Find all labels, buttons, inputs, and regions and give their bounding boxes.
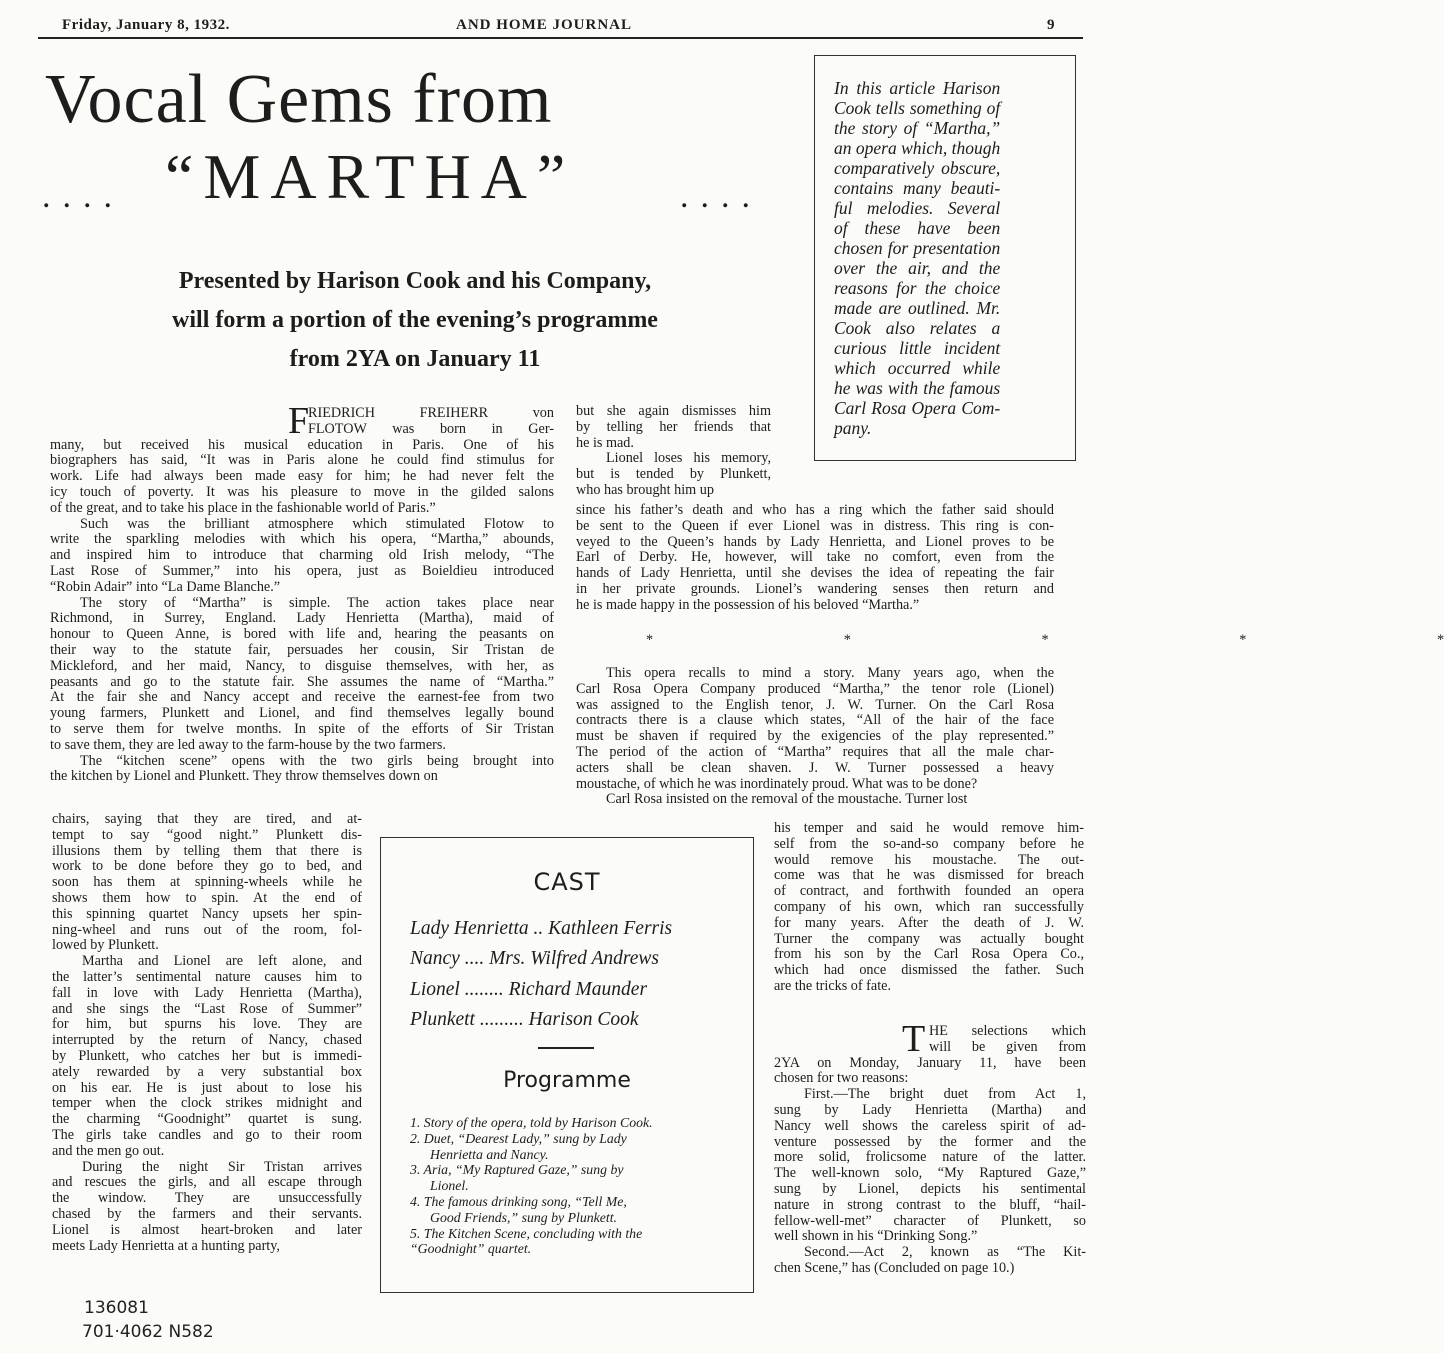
programme-item: “Goodnight” quartet. (410, 1241, 532, 1257)
text-line: moustache, of which he was inordinately proud. What was to be done? (576, 775, 978, 792)
text-line: Turner the company was actually bought (774, 930, 1084, 947)
text-line: will be given from (929, 1038, 1086, 1055)
text-line: who has brought him up (576, 481, 714, 498)
text-line: the story of “Martha,” (834, 118, 1001, 138)
text-line: to save them, they are led away to the farm-house by the two farmers. (50, 736, 446, 753)
headline-martha: “MARTHA” (165, 141, 576, 212)
text-line: interrupted by the return of Nancy, chased (52, 1032, 362, 1049)
text-line: contracts there is a clause which states, “All of the hair of the face (576, 712, 1054, 729)
text-line: over the air, and the (834, 258, 1001, 278)
programme-item: 4. The famous drinking song, “Tell Me, (410, 1193, 627, 1209)
text-line: was assigned to the English tenor, J. W. Turner. On the Carl Rosa (576, 696, 1054, 713)
text-line: Carl Rosa Opera Company produced “Martha,” the tenor role (Lionel) (576, 680, 1054, 697)
text-line: the window. They are unsuccessfully (52, 1190, 362, 1207)
text-line: nature in strong contrast to the bluff, “hail- (774, 1196, 1086, 1213)
text-line: Such was the brilliant atmosphere which stimulated Flotow to (80, 515, 554, 532)
text-line: biographers has said, “It was in Paris alone he could find stimulus for (50, 452, 554, 469)
text-line: veyed to the Queen’s hands by Lady Henrietta, and Lionel proves to be (576, 533, 1054, 550)
text-line: write the sparkling melodies with which his opera, “Martha,” abounds, (50, 531, 554, 548)
text-line: reasons for the choice (834, 278, 1001, 298)
headline-dots-right: .... (680, 178, 762, 215)
text-line: since his father’s death and who has a ring which the father said should (576, 502, 1054, 518)
header-rule (38, 37, 1083, 39)
text-line: venture possessed by the former and the (774, 1133, 1086, 1150)
text-line: Carl Rosa insisted on the removal of the moustache. Turner lost (606, 791, 968, 808)
cast-divider (538, 1047, 594, 1049)
text-line: chen Scene,” has (Concluded on page 10.) (774, 1259, 1015, 1276)
text-line: made are outlined. Mr. (834, 298, 1001, 318)
text-line: but she again dismisses him (576, 403, 771, 419)
headline-line1: Vocal Gems from (45, 61, 553, 138)
text-line: 2YA on Monday, January 11, have been (774, 1054, 1086, 1071)
text-line: work to be done before they go to bed, and (52, 858, 362, 875)
text-line: of contract, and forthwith founded an opera (774, 883, 1084, 900)
text-line: for him, but spurns his love. They are (52, 1016, 362, 1033)
dropcap-f: F (288, 400, 310, 442)
header-date: Friday, January 8, 1932. (62, 17, 230, 33)
text-line: During the night Sir Tristan arrives (82, 1158, 362, 1175)
text-line: fall in love with Lady Henrietta (Martha), (52, 984, 362, 1001)
text-line: on his ear. He is just about to lose his (52, 1079, 362, 1096)
text-line: many, but received his musical education in Paris. One of his (50, 436, 554, 453)
intro-sidebar-text (834, 78, 1000, 438)
text-line: lowed by Plunkett. (52, 937, 159, 954)
text-line: Nancy well shows the careless spirit of ad- (774, 1117, 1086, 1134)
text-line: ful melodies. Several (834, 198, 1001, 218)
text-line: Earl of Derby. He, however, will take no comfort, even from the (576, 549, 1054, 566)
text-line: acters shall be clean shaven. J. W. Turner possessed a heavy (576, 759, 1054, 776)
text-line: in her private grounds. Lionel’s wandering senses then return and (576, 580, 1054, 597)
text-line: and rescues the girls, and all escape through (52, 1174, 362, 1191)
article-col2-narrow (576, 404, 771, 499)
text-line: The period of the action of “Martha” requires that all the male char- (576, 743, 1054, 760)
programme-item: 5. The Kitchen Scene, concluding with the (410, 1225, 643, 1241)
text-line: shows them how to spin. At the end of (52, 889, 362, 906)
text-line: icy touch of poverty. It was his pleasure to move in the gilded salons (50, 483, 554, 500)
text-line: which occurred while (834, 358, 1001, 378)
section-separator: * * * * * (646, 632, 1444, 648)
text-line: the kitchen by Lionel and Plunkett. They throw themselves down on (50, 768, 438, 785)
text-line: honour to Queen Anne, is bored with life and, hearing the peasants on (50, 626, 554, 643)
text-line: and inspired him to introduce that charming old Irish melody, “The (50, 547, 554, 564)
cast-entry: Lady Henrietta .. Kathleen Ferris (410, 918, 673, 939)
text-line: tempt to say “good night.” Plunkett dis- (52, 826, 362, 843)
text-line: First.—The bright duet from Act 1, (804, 1086, 1086, 1103)
text-line: FLOTOW was born in Ger- (308, 420, 554, 437)
subheadline-line: will form a portion of the evening’s programme (172, 307, 658, 333)
cast-title: CAST (533, 868, 601, 896)
dropcap-t: T (902, 1018, 926, 1060)
programme-list (410, 1115, 730, 1257)
text-line: HE selections which (929, 1023, 1086, 1039)
text-line: peasants and go to the statute fair. She assumes the name of “Martha.” (50, 673, 554, 690)
text-line: by Plunkett, who catches her but is immedi- (52, 1047, 362, 1064)
article-col1-top (50, 400, 554, 785)
text-line: would remove his moustache. The out- (774, 851, 1084, 868)
text-line: The “kitchen scene” opens with the two girls being brought into (80, 752, 554, 769)
text-line: The story of “Martha” is simple. The action takes place near (80, 594, 554, 611)
text-line: Carl Rosa Opera Com- (834, 398, 1001, 418)
text-line: chairs, saying that they are tired, and at- (52, 811, 362, 827)
text-line: company of his own, which ran successfully (774, 898, 1084, 915)
cast-entry: Lionel ........ Richard Maunder (410, 979, 648, 1000)
text-line: self from the so-and-so company before he (774, 835, 1084, 852)
text-line: ately rewarded by a very substantial box (52, 1063, 362, 1080)
text-line: Lionel loses his memory, (606, 450, 771, 467)
cast-entry: Plunkett ......... Harison Cook (410, 1009, 639, 1030)
header-page-number: 9 (1047, 17, 1055, 33)
text-line: Cook also relates a (834, 318, 1001, 338)
article-col1-bottom (52, 812, 362, 1254)
text-line: temper when the clock strikes midnight and (52, 1095, 362, 1112)
cast-entry: Nancy .... Mrs. Wilfred Andrews (410, 948, 659, 969)
text-line: sung by Lionel, depicts his sentimental (774, 1180, 1086, 1197)
text-line: chosen for presentation (834, 238, 1001, 258)
text-line: In this article Harison (834, 78, 1001, 98)
programme-item: Good Friends,” sung by Plunkett. (430, 1209, 618, 1225)
text-line: must be shaven if required by the exigencies of the play represented.” (576, 728, 1054, 745)
programme-item: Lionel. (430, 1178, 469, 1194)
text-line: sung by Lady Henrietta (Martha) and (774, 1101, 1086, 1118)
text-line: The well-known solo, “My Raptured Gaze,” (774, 1165, 1086, 1182)
text-line: he was with the famous (834, 378, 1001, 398)
text-line: by telling her friends that (576, 418, 771, 435)
programme-item: Henrietta and Nancy. (430, 1146, 549, 1162)
text-line: the latter’s sentimental nature causes him to (52, 968, 362, 985)
text-line: Martha and Lionel are left alone, and (82, 953, 362, 970)
subheadline-line: from 2YA on January 11 (289, 346, 541, 372)
text-line: chosen for two reasons: (774, 1070, 909, 1087)
text-line: the charming “Goodnight” quartet is sung. (52, 1111, 362, 1128)
text-line: young farmers, Plunkett and Lionel, and find themselves legally bound (50, 705, 554, 722)
text-line: of the great, and to take his place in the fashionable world of Paris.” (50, 499, 436, 516)
subheadline (60, 262, 770, 379)
article-col3-story (774, 821, 1084, 995)
text-line: illusions them by telling them that there is (52, 842, 362, 859)
text-line: Last Rose of Summer,” into his opera, just as Boieldieu introduced (50, 562, 554, 579)
handwritten-number-2: 701·4062 N582 (82, 1322, 214, 1342)
headline-dots-left: .... (42, 178, 124, 215)
text-line: of these have been (834, 218, 1001, 238)
article-col2-wide (576, 503, 1054, 614)
text-line: this spinning quartet Nancy upsets her spin- (52, 905, 362, 922)
text-line: At the fair she and Nancy accept and receive the earnest-fee from two (50, 689, 554, 706)
text-line: and the men go out. (52, 1142, 165, 1159)
text-line: comparatively obscure, (834, 158, 1001, 178)
text-line: The girls take candles and go to their room (52, 1126, 362, 1143)
text-line: but is tended by Plunkett, (576, 466, 771, 483)
text-line: an opera which, though (834, 138, 1001, 158)
text-line: RIEDRICH FREIHERR von (308, 405, 554, 421)
text-line: from his son by the Carl Rosa Opera Co., (774, 946, 1084, 963)
text-line: soon has them at spinning-wheels while he (52, 874, 362, 891)
text-line: well shown in his “Drinking Song.” (774, 1228, 978, 1245)
text-line: Cook tells something of (834, 98, 1001, 118)
text-line: fellow-well-met” character of Plunkett, so (774, 1212, 1086, 1229)
article-col3-selections (774, 1024, 1086, 1277)
programme-item: 1. Story of the opera, told by Harison Cook. (410, 1115, 653, 1130)
text-line: come was that he was dismissed for breach (774, 867, 1084, 884)
text-line: Second.—Act 2, known as “The Kit- (804, 1244, 1086, 1261)
text-line: “Robin Adair” into “La Dame Blanche.” (50, 578, 281, 595)
text-line: This opera recalls to mind a story. Many years ago, when the (606, 665, 1054, 681)
text-line: their way to the statute fair, persuades her cousin, Sir Tristan de (50, 641, 554, 658)
handwritten-number-1: 136081 (84, 1298, 149, 1318)
programme-item: 2. Duet, “Dearest Lady,” sung by Lady (410, 1130, 627, 1146)
text-line: curious little incident (834, 338, 1001, 358)
text-line: be sent to the Queen if ever Lionel was in distress. This ring is con- (576, 517, 1054, 534)
text-line: for many years. After the death of J. W. (774, 914, 1084, 931)
programme-item: 3. Aria, “My Raptured Gaze,” sung by (410, 1162, 624, 1178)
programme-title: Programme (503, 1068, 631, 1093)
text-line: contains many beauti- (834, 178, 1001, 198)
text-line: Mickleford, and her maid, Nancy, to disguise themselves, with her, as (50, 657, 554, 674)
text-line: more solid, frolicsome nature of the latter. (774, 1149, 1086, 1166)
header-publication: AND HOME JOURNAL (456, 17, 632, 33)
text-line: Lionel is almost heart-broken and later (52, 1221, 362, 1238)
subheadline-line: Presented by Harison Cook and his Company, (178, 268, 652, 294)
text-line: and she sings the “Last Rose of Summer” (52, 1000, 362, 1017)
text-line: chased by the farmers and their servants. (52, 1205, 362, 1222)
text-line: he is made happy in the possession of his beloved “Martha.” (576, 596, 920, 613)
text-line: he is mad. (576, 434, 634, 451)
article-col2-story (576, 666, 1054, 808)
text-line: ning-wheel and runs out of the room, fol- (52, 921, 362, 938)
text-line: work. Life had always been made easy for him; he had never felt the (50, 468, 554, 485)
text-line: to serve them for twelve months. In spite of the efforts of Sir Tristan (50, 720, 554, 737)
text-line: are the tricks of fate. (774, 977, 891, 994)
text-line: his temper and said he would remove him- (774, 820, 1084, 836)
text-line: which had once dismissed the father. Such (774, 962, 1084, 979)
text-line: pany. (834, 418, 872, 438)
text-line: Richmond, in Surrey, England. Lady Henrietta (Martha), maid of (50, 610, 554, 627)
text-line: hands of Lady Henrietta, until she devises the idea of repeating the fair (576, 565, 1054, 582)
text-line: meets Lady Henrietta at a hunting party, (52, 1237, 280, 1254)
